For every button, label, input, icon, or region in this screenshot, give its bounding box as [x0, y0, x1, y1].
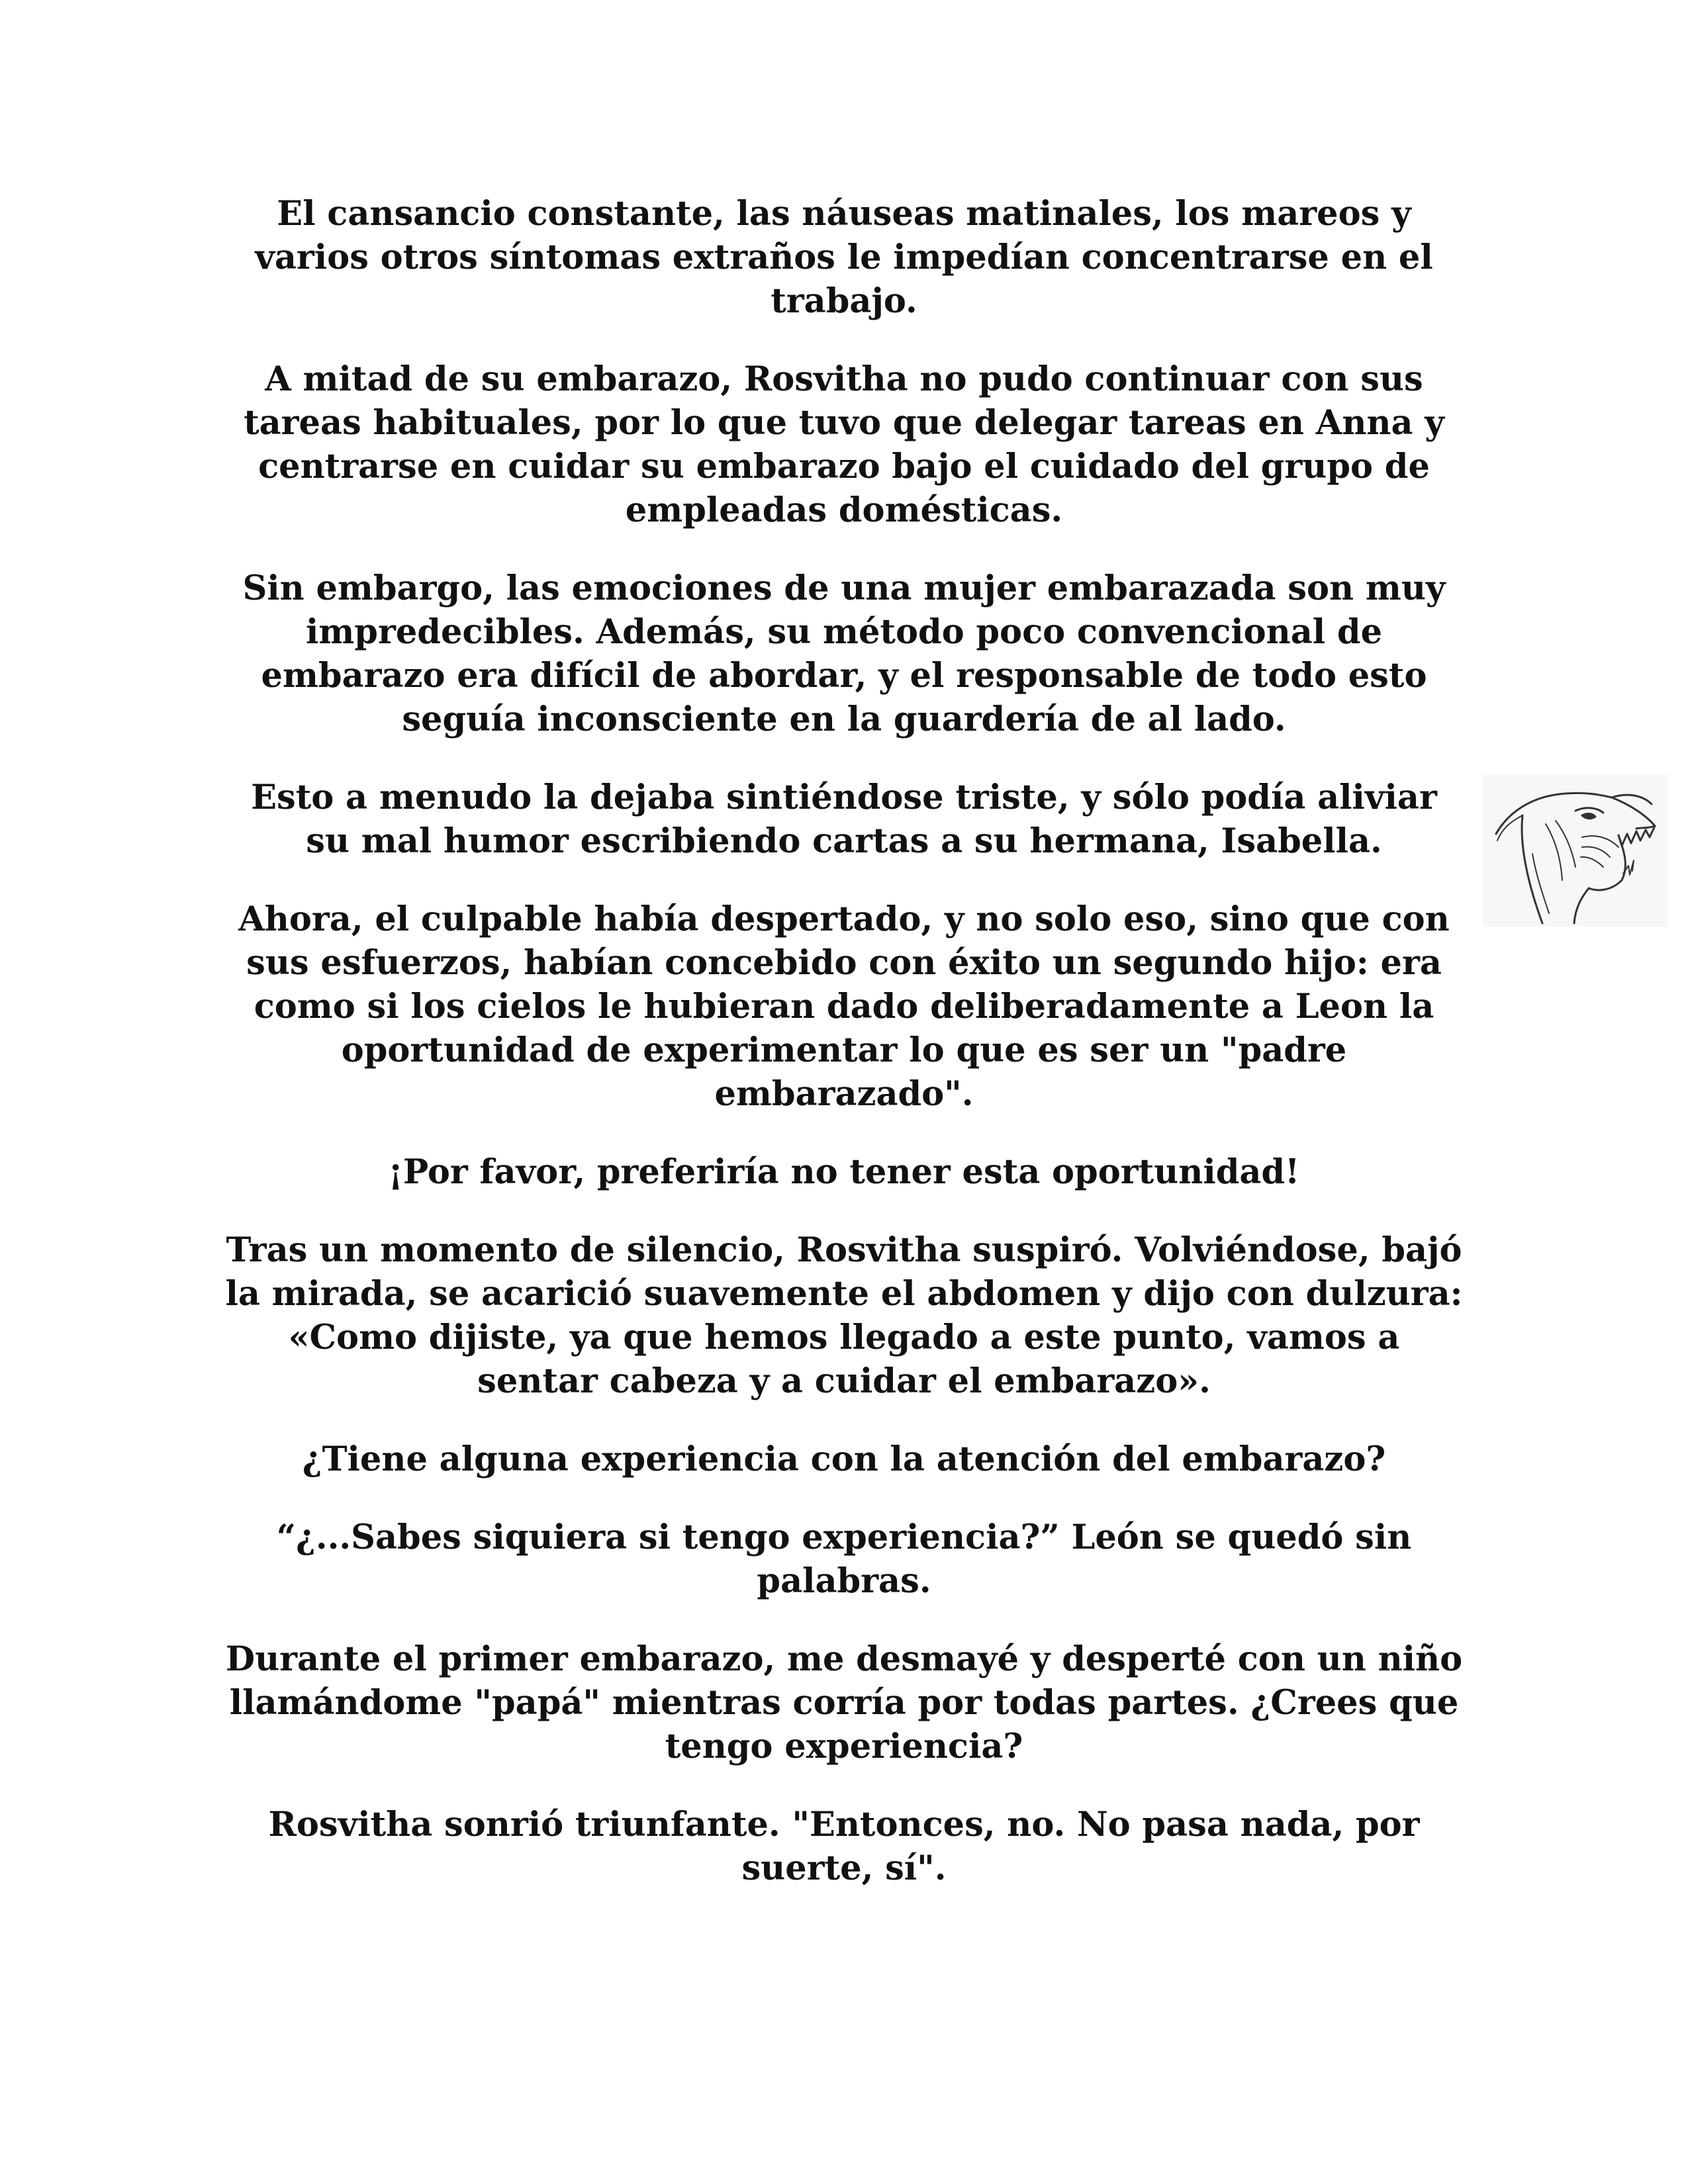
- paragraph-10: Durante el primer embarazo, me desmayé y desperté con un niño llamándome "papá" mientras corría por todas partes. ¿Crees que tengo experiencia?: [225, 1639, 1463, 1766]
- paragraph-2: A mitad de su embarazo, Rosvitha no pudo continuar con sus tareas habituales, por lo que tuvo que delegar tareas en Anna y centrarse en cuidar su embarazo bajo el cuidado del grupo de empleadas domésticas.: [244, 359, 1444, 530]
- document-body: [225, 192, 1463, 1925]
- paragraph-11: Rosvitha sonrió triunfante. "Entonces, no. No pasa nada, por suerte, sí".: [268, 1805, 1420, 1888]
- paragraph-6: ¡Por favor, preferiría no tener esta oportunidad!: [388, 1152, 1300, 1192]
- paragraph-1: El cansancio constante, las náuseas matinales, los mareos y varios otros síntomas extraños le impedían concentrarse en el trabajo.: [255, 194, 1433, 321]
- paragraph-5: Ahora, el culpable había despertado, y no solo eso, sino que con sus esfuerzos, habían concebido con éxito un segundo hijo: era como si los cielos le hubieran dado deliberadamente a Leon la oportunidad de experimentar lo que es ser un "padre embarazado".: [238, 899, 1450, 1114]
- paragraph-9: “¿...Sabes siquiera si tengo experiencia?” León se quedó sin palabras.: [276, 1518, 1412, 1601]
- paragraph-3: Sin embargo, las emociones de una mujer embarazada son muy impredecibles. Además, su método poco convencional de embarazo era difícil de abordar, y el responsable de todo esto seguía inconsciente en la guardería de al lado.: [242, 569, 1446, 739]
- paragraph-7: Tras un momento de silencio, Rosvitha suspiró. Volviéndose, bajó la mirada, se acarició suavemente el abdomen y dijo con dulzura: «Como dijiste, ya que hemos llegado a este punto, vamos a sentar cabeza y a cuidar el embarazo».: [225, 1230, 1463, 1401]
- dinosaur-head-sketch-icon: [1483, 774, 1668, 927]
- paragraph-4: Esto a menudo la dejaba sintiéndose triste, y sólo podía aliviar su mal humor escribiendo cartas a su hermana, Isabella.: [251, 778, 1437, 861]
- paragraph-8: ¿Tiene alguna experiencia con la atención del embarazo?: [302, 1439, 1386, 1479]
